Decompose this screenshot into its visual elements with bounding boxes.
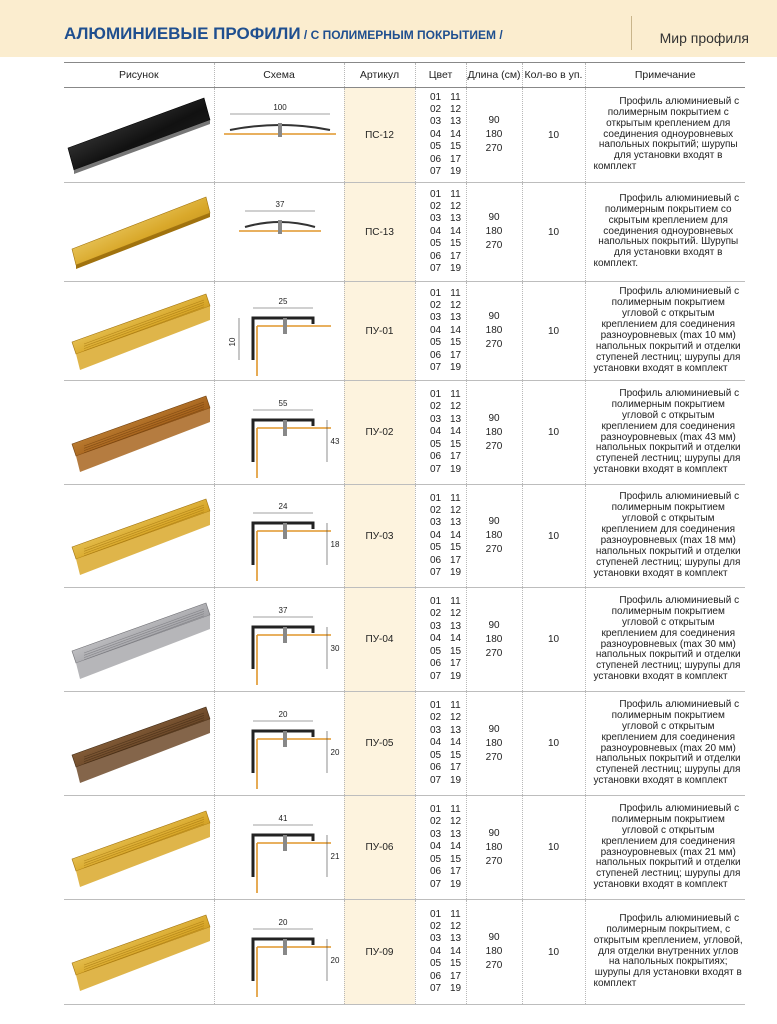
article-code: ПС-13 [344, 183, 415, 282]
color-code-grid [426, 92, 466, 179]
color-code: 14 [449, 426, 462, 438]
col-header-length: Длина (см) [466, 63, 522, 88]
color-code: 11 [450, 492, 461, 504]
length-value: 270 [485, 339, 503, 350]
product-note: Профиль алюминиевый с полимерным покрытием угловой с открытым креплением для соединения разноуровневых (max 10 мм) напольных покрытий и отделки ступеней лестниц; шурупы для установки входят в комплект [585, 282, 745, 381]
profile-photo [64, 388, 214, 478]
length-value: 90 [488, 723, 500, 735]
color-codes [415, 88, 466, 183]
color-code: 11 [450, 596, 461, 608]
length-value: 180 [485, 841, 503, 853]
profile-photo [64, 907, 214, 997]
length-value: 90 [488, 412, 500, 424]
product-note: Профиль алюминиевый с полимерным покрытием угловой с открытым креплением для соединения разноуровневых (max 43 мм) напольных покрытий и отделки ступеней лестниц; шурупы для установки входят в комплект [585, 381, 745, 485]
color-code-grid [426, 909, 466, 996]
color-code: 04 [429, 737, 442, 749]
length-value: 180 [485, 737, 503, 749]
color-code: 07 [429, 878, 442, 890]
lengths [466, 900, 522, 1005]
pack-quantity: 10 [522, 282, 585, 381]
product-note: Профиль алюминиевый с полимерным покрытием угловой с открытым креплением для соединения разноуровневых (max 18 мм) напольных покрытий и отделки ступеней лестниц; шурупы для установки входят в комплект [585, 485, 745, 588]
color-code: 17 [449, 250, 462, 262]
color-code: 13 [449, 116, 462, 128]
color-code: 12 [449, 200, 462, 212]
color-code: 03 [429, 116, 442, 128]
lengths [466, 692, 522, 796]
color-code-grid [426, 189, 466, 276]
color-code: 17 [449, 970, 462, 982]
color-code: 13 [449, 517, 462, 529]
profile-scheme-drawing [215, 907, 345, 997]
color-code: 03 [429, 413, 442, 425]
color-code-grid [426, 700, 466, 787]
table-header-row [64, 63, 745, 88]
color-code: 01 [429, 596, 442, 608]
dim-label-width: 37 [278, 605, 287, 615]
color-code: 19 [449, 670, 462, 682]
color-code: 11 [450, 908, 461, 920]
color-code: 12 [449, 103, 462, 115]
profile-scheme [214, 796, 344, 900]
dim-label-height: 20 [330, 956, 339, 965]
dim-label-height: 43 [330, 436, 339, 446]
length-value: 270 [485, 240, 503, 251]
col-header-color: Цвет [415, 63, 466, 88]
color-code: 12 [449, 712, 462, 724]
color-code: 19 [449, 774, 462, 786]
color-code: 01 [429, 91, 442, 103]
dim-label-height: 20 [330, 747, 339, 757]
dim-label-width: 25 [278, 297, 287, 306]
color-code: 11 [450, 91, 461, 103]
color-code-grid [426, 389, 466, 476]
color-code: 06 [429, 866, 442, 878]
profile-picture [64, 588, 214, 692]
profile-scheme-drawing [215, 491, 345, 581]
pack-quantity: 10 [522, 485, 585, 588]
color-code: 07 [429, 463, 442, 475]
profile-strip [72, 197, 210, 265]
profile-scheme [214, 588, 344, 692]
article-code: ПУ-05 [344, 692, 415, 796]
color-code: 14 [449, 945, 462, 957]
profile-photo [64, 803, 214, 893]
profile-picture [64, 485, 214, 588]
color-code: 17 [449, 554, 462, 566]
color-code: 15 [449, 238, 462, 250]
screw [278, 220, 282, 234]
dim-label-width: 20 [278, 918, 287, 927]
color-code-grid [426, 288, 466, 375]
color-code: 01 [429, 287, 442, 299]
length-value: 90 [488, 619, 500, 631]
product-note: Профиль алюминиевый с полимерным покрытием угловой с открытым креплением для соединения разноуровневых (max 20 мм) напольных покрытий и отделки ступеней лестниц; шурупы для установки входят в комплект [585, 692, 745, 796]
profile-photo [64, 90, 214, 180]
color-code: 05 [429, 749, 442, 761]
color-code: 14 [449, 633, 462, 645]
color-code: 04 [429, 841, 442, 853]
color-code: 01 [429, 700, 442, 712]
col-header-scheme: Схема [214, 63, 344, 88]
profile-scheme-drawing [215, 388, 345, 478]
length-value: 180 [485, 426, 503, 438]
color-code: 04 [429, 633, 442, 645]
screw [283, 731, 287, 747]
color-code: 14 [449, 737, 462, 749]
dim-label-height: 18 [330, 540, 339, 549]
color-code: 11 [450, 188, 461, 200]
header-banner [0, 0, 777, 57]
color-code: 06 [429, 762, 442, 774]
color-code: 02 [429, 608, 442, 620]
length-value: 270 [485, 960, 503, 971]
lengths [466, 485, 522, 588]
pack-quantity: 10 [522, 796, 585, 900]
color-codes [415, 485, 466, 588]
color-code: 01 [429, 492, 442, 504]
pack-quantity: 10 [522, 692, 585, 796]
color-code: 19 [449, 463, 462, 475]
dim-label-height: 10 [227, 337, 237, 347]
product-note: Профиль алюминиевый с полимерным покрытием с открытым креплением для соединения одноуровневых напольных покрытий; шурупы для установки входят в комплект [585, 88, 745, 183]
color-code: 17 [449, 153, 462, 165]
color-code: 17 [449, 451, 462, 463]
color-code-grid [426, 804, 466, 891]
profile-picture [64, 282, 214, 381]
color-code: 05 [429, 438, 442, 450]
profile-scheme [214, 381, 344, 485]
color-code: 02 [429, 103, 442, 115]
dim-label-height: 21 [330, 851, 339, 861]
title-sub: / С ПОЛИМЕРНЫМ ПОКРЫТИЕМ / [300, 28, 503, 42]
color-code: 13 [449, 724, 462, 736]
color-code: 07 [429, 166, 442, 178]
page-title [64, 24, 503, 44]
table-row [64, 588, 745, 692]
color-code: 02 [429, 504, 442, 516]
screw [283, 835, 287, 851]
length-value: 90 [488, 311, 500, 322]
color-code: 02 [429, 816, 442, 828]
color-code: 06 [429, 153, 442, 165]
color-code: 14 [449, 225, 462, 237]
profile-scheme-drawing [215, 595, 345, 685]
table-row [64, 485, 745, 588]
pack-quantity: 10 [522, 900, 585, 1005]
length-value: 90 [488, 827, 500, 839]
color-code: 05 [429, 853, 442, 865]
profile-scheme [214, 183, 344, 282]
article-code: ПУ-06 [344, 796, 415, 900]
article-code: ПС-12 [344, 88, 415, 183]
color-code: 11 [450, 700, 461, 712]
profile-photo [64, 491, 214, 581]
color-code: 13 [449, 213, 462, 225]
screw [283, 939, 287, 955]
color-codes [415, 692, 466, 796]
length-value: 270 [485, 544, 503, 555]
color-code: 07 [429, 983, 442, 995]
table-row [64, 282, 745, 381]
color-code: 03 [429, 517, 442, 529]
profile-scheme-drawing [215, 90, 345, 180]
dim-label-width: 41 [278, 813, 287, 823]
color-code: 04 [429, 324, 442, 336]
product-table [64, 62, 745, 1005]
color-code: 04 [429, 529, 442, 541]
color-codes [415, 381, 466, 485]
profile-picture [64, 381, 214, 485]
color-code: 17 [449, 866, 462, 878]
color-code: 06 [429, 250, 442, 262]
screw [283, 523, 287, 539]
color-code: 13 [449, 933, 462, 945]
table-row [64, 796, 745, 900]
color-code: 15 [449, 337, 462, 349]
profile-photo [64, 595, 214, 685]
color-code: 03 [429, 933, 442, 945]
color-code: 15 [449, 958, 462, 970]
length-value: 180 [485, 129, 503, 140]
brand-name: Мир профиля [659, 30, 749, 46]
color-code: 07 [429, 567, 442, 579]
profile-photo [64, 699, 214, 789]
color-code: 04 [429, 426, 442, 438]
color-code: 14 [449, 128, 462, 140]
table-row [64, 381, 745, 485]
color-code: 03 [429, 620, 442, 632]
color-code: 06 [429, 554, 442, 566]
article-code: ПУ-03 [344, 485, 415, 588]
profile-scheme [214, 900, 344, 1005]
color-code: 13 [449, 413, 462, 425]
screw [283, 420, 287, 436]
color-code: 03 [429, 312, 442, 324]
color-code: 17 [449, 658, 462, 670]
color-code: 12 [449, 608, 462, 620]
color-code: 12 [449, 920, 462, 932]
lengths [466, 588, 522, 692]
color-code: 03 [429, 724, 442, 736]
product-note: Профиль алюминиевый с полимерным покрытием со скрытым креплением для соединения одноуровневых напольных покрытий. Шурупы для установки входят в комплект. [585, 183, 745, 282]
color-code: 17 [449, 762, 462, 774]
lengths [466, 282, 522, 381]
profile-picture [64, 692, 214, 796]
profile-picture [64, 796, 214, 900]
lengths [466, 381, 522, 485]
profile-photo [64, 286, 214, 376]
color-code: 13 [449, 620, 462, 632]
color-code: 12 [449, 816, 462, 828]
color-code: 15 [449, 438, 462, 450]
length-value: 90 [488, 212, 500, 223]
color-code: 12 [449, 504, 462, 516]
color-code: 02 [429, 920, 442, 932]
title-main: АЛЮМИНИЕВЫЕ ПРОФИЛИ [64, 24, 301, 43]
product-note: Профиль алюминиевый с полимерным покрытием угловой с открытым креплением для соединения разноуровневых (max 30 мм) напольных покрытий и отделки ступеней лестниц; шурупы для установки входят в комплект [585, 588, 745, 692]
color-code: 05 [429, 958, 442, 970]
color-code: 07 [429, 362, 442, 374]
article-code: ПУ-01 [344, 282, 415, 381]
pack-quantity: 10 [522, 588, 585, 692]
color-code-grid [426, 596, 466, 683]
color-codes [415, 900, 466, 1005]
color-code: 14 [449, 529, 462, 541]
dim-label-width: 37 [275, 200, 284, 209]
length-value: 270 [485, 751, 503, 763]
length-value: 180 [485, 325, 503, 336]
col-header-qty: Кол-во в уп. [522, 63, 585, 88]
color-code: 05 [429, 645, 442, 657]
length-value: 180 [485, 633, 503, 645]
color-code: 19 [449, 362, 462, 374]
product-note: Профиль алюминиевый с полимерным покрытием угловой с открытым креплением для соединения разноуровневых (max 21 мм) напольных покрытий и отделки ступеней лестниц; шурупы для установки входят в комплект [585, 796, 745, 900]
profile-scheme-drawing [215, 699, 345, 789]
color-code: 11 [450, 389, 461, 401]
length-value: 90 [488, 932, 500, 943]
color-code: 15 [449, 749, 462, 761]
screw [283, 627, 287, 643]
profile-scheme [214, 88, 344, 183]
table-row [64, 183, 745, 282]
table-row [64, 692, 745, 796]
length-value: 270 [485, 855, 503, 867]
color-code: 07 [429, 670, 442, 682]
table-row [64, 88, 745, 183]
color-code: 02 [429, 401, 442, 413]
table-row [64, 900, 745, 1005]
profile-picture [64, 183, 214, 282]
color-code: 06 [429, 451, 442, 463]
color-code: 13 [449, 312, 462, 324]
color-code: 04 [429, 128, 442, 140]
length-value: 270 [485, 143, 503, 154]
profile-scheme-drawing [215, 286, 345, 376]
length-value: 180 [485, 226, 503, 237]
color-code: 17 [449, 349, 462, 361]
color-code: 02 [429, 712, 442, 724]
col-header-article: Артикул [344, 63, 415, 88]
color-code: 11 [450, 804, 461, 816]
color-code: 03 [429, 213, 442, 225]
length-value: 180 [485, 946, 503, 957]
color-code: 05 [429, 238, 442, 250]
pack-quantity: 10 [522, 183, 585, 282]
color-code: 12 [449, 401, 462, 413]
dim-label-width: 100 [272, 103, 287, 112]
screw [278, 123, 282, 137]
color-code: 14 [449, 841, 462, 853]
product-note: Профиль алюминиевый с полимерным покрытием, с открытым креплением, угловой, для отделки внутренних углов на напольных покрытиях; шурупы для установки входят в комплект [585, 900, 745, 1005]
profile-scheme [214, 692, 344, 796]
lengths [466, 796, 522, 900]
screw [283, 318, 287, 334]
color-code: 07 [429, 263, 442, 275]
color-code: 19 [449, 263, 462, 275]
profile-scheme-drawing [215, 187, 345, 277]
profile-scheme [214, 282, 344, 381]
color-code: 01 [429, 908, 442, 920]
color-code: 11 [450, 287, 461, 299]
color-code: 05 [429, 337, 442, 349]
dim-label-width: 20 [278, 709, 287, 719]
color-code: 06 [429, 349, 442, 361]
color-code: 07 [429, 774, 442, 786]
color-code: 15 [449, 542, 462, 554]
color-code: 15 [449, 141, 462, 153]
lengths [466, 183, 522, 282]
color-code: 19 [449, 567, 462, 579]
color-code: 19 [449, 983, 462, 995]
profile-photo [64, 187, 214, 277]
color-code: 15 [449, 645, 462, 657]
color-code: 19 [449, 166, 462, 178]
color-codes [415, 183, 466, 282]
article-code: ПУ-09 [344, 900, 415, 1005]
color-codes [415, 588, 466, 692]
col-header-note: Примечание [585, 63, 745, 88]
col-header-picture: Рисунок [64, 63, 214, 88]
length-value: 270 [485, 440, 503, 452]
color-code: 05 [429, 542, 442, 554]
color-code: 04 [429, 945, 442, 957]
profile-picture [64, 88, 214, 183]
profile-strip [68, 98, 210, 170]
dim-label-height: 30 [330, 643, 339, 653]
color-code: 02 [429, 299, 442, 311]
profile-scheme [214, 485, 344, 588]
length-value: 90 [488, 516, 500, 527]
color-code-grid [426, 493, 466, 580]
profile-picture [64, 900, 214, 1005]
article-code: ПУ-02 [344, 381, 415, 485]
color-code: 13 [449, 828, 462, 840]
color-code: 06 [429, 970, 442, 982]
color-code: 02 [429, 200, 442, 212]
color-code: 03 [429, 828, 442, 840]
pack-quantity: 10 [522, 88, 585, 183]
color-code: 15 [449, 853, 462, 865]
color-code: 19 [449, 878, 462, 890]
color-codes [415, 796, 466, 900]
profile-scheme-drawing [215, 803, 345, 893]
dim-label-width: 24 [278, 502, 287, 511]
article-code: ПУ-04 [344, 588, 415, 692]
color-code: 05 [429, 141, 442, 153]
length-value: 270 [485, 647, 503, 659]
color-code: 01 [429, 389, 442, 401]
length-value: 180 [485, 530, 503, 541]
length-value: 90 [488, 115, 500, 126]
color-code: 01 [429, 188, 442, 200]
color-code: 12 [449, 299, 462, 311]
color-codes [415, 282, 466, 381]
color-code: 04 [429, 225, 442, 237]
color-code: 14 [449, 324, 462, 336]
header-divider [631, 16, 632, 50]
dim-label-width: 55 [278, 398, 287, 408]
pack-quantity: 10 [522, 381, 585, 485]
color-code: 01 [429, 804, 442, 816]
color-code: 06 [429, 658, 442, 670]
lengths [466, 88, 522, 183]
